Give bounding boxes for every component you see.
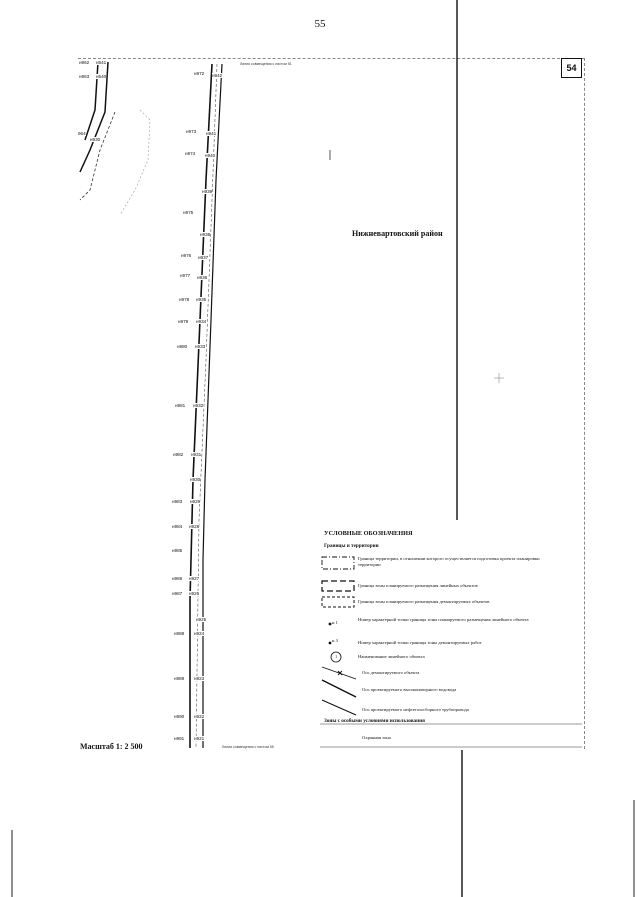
point-label: н976 bbox=[181, 253, 192, 258]
faint-contour bbox=[120, 110, 150, 215]
legend-item: Наименование линейного объекта bbox=[358, 654, 425, 659]
point-label: н978 bbox=[179, 297, 190, 302]
point-label: н989 bbox=[174, 676, 185, 681]
legend-panel bbox=[320, 521, 582, 748]
point-label: н930 bbox=[190, 477, 201, 482]
sheet-number-badge: 54 bbox=[561, 58, 582, 78]
point-label: н934 bbox=[196, 319, 207, 324]
corridor-line-right bbox=[203, 64, 222, 748]
point-label: н980 bbox=[177, 344, 188, 349]
point-label: 964 bbox=[78, 131, 86, 136]
point-label: н921 bbox=[194, 736, 205, 741]
pipe-left-dashed bbox=[80, 112, 115, 200]
point-label: н931 bbox=[191, 452, 202, 457]
point-label: н926 bbox=[189, 591, 200, 596]
legend-symbol-label: 1 bbox=[335, 654, 338, 659]
point-label: н963 bbox=[79, 74, 90, 79]
legend-section-zones: Зоны с особыми условиями использования bbox=[324, 718, 425, 724]
point-label: н991 bbox=[174, 736, 185, 741]
district-label: Нижневартовский район bbox=[352, 229, 443, 238]
legend-symbol-label: н 3 bbox=[332, 638, 338, 643]
scale-label: Масштаб 1: 2 500 bbox=[80, 742, 143, 751]
point-label: н962 bbox=[79, 60, 90, 65]
legend-item: Охранная зона bbox=[362, 735, 391, 740]
point-label: н987 bbox=[172, 591, 183, 596]
legend-item: Ось проектируемого нефтегазосборного трубопровода bbox=[362, 707, 469, 712]
point-label: н928 bbox=[189, 524, 200, 529]
point-label: н979 bbox=[178, 319, 189, 324]
point-label: н982 bbox=[173, 452, 184, 457]
point-label: н930 bbox=[90, 137, 101, 142]
point-label: н922 bbox=[194, 714, 205, 719]
legend-item: Ось проектируемого высоконапорного водовода bbox=[362, 687, 457, 692]
point-label: н942 bbox=[212, 73, 223, 78]
point-label: н540 bbox=[96, 74, 107, 79]
legend-item: Номер характерной точки границы зоны демонтируемых работ bbox=[358, 640, 482, 645]
point-label: н925 bbox=[196, 617, 207, 622]
point-label: н977 bbox=[180, 273, 191, 278]
point-label: н933 bbox=[195, 344, 206, 349]
match-line-bottom-note: Линия совмещения с листом 55 bbox=[222, 745, 274, 749]
point-label: н932 bbox=[193, 403, 204, 408]
point-label: н972 bbox=[194, 71, 205, 76]
match-line-top-note: Линия совмещения с листом 51 bbox=[240, 62, 292, 66]
point-label: н975 bbox=[183, 210, 194, 215]
point-label: н929 bbox=[190, 499, 201, 504]
point-label: н984 bbox=[172, 524, 183, 529]
point-label: н938 bbox=[200, 232, 211, 237]
point-label: н541 bbox=[96, 60, 107, 65]
legend-title: УСЛОВНЫЕ ОБОЗНАЧЕНИЯ bbox=[324, 530, 413, 537]
point-label: н923 bbox=[194, 676, 205, 681]
legend-symbol-label: н 1 bbox=[332, 620, 338, 625]
legend-item: Граница зоны планируемого размещения демонтируемых объектов bbox=[358, 599, 490, 604]
legend-item: Граница зоны планируемого размещения линейных объектов bbox=[358, 583, 478, 588]
point-label: н985 bbox=[172, 548, 183, 553]
point-label: н983 bbox=[172, 499, 183, 504]
point-label: н936 bbox=[197, 275, 208, 280]
point-label: н973 bbox=[186, 129, 197, 134]
legend-item: Граница территории, в отношении которого осуществляется подготовка проекта планировки территории bbox=[358, 556, 540, 567]
point-label: н974 bbox=[185, 151, 196, 156]
point-label: н988 bbox=[174, 631, 185, 636]
point-label: н927 bbox=[189, 576, 200, 581]
legend-item: Ось демонтируемого объекта bbox=[362, 670, 420, 675]
point-label: н941 bbox=[206, 131, 217, 136]
legend-item: Номер характерной точки границы зоны планируемого размещения линейного объекта bbox=[358, 617, 529, 622]
point-label: н924 bbox=[194, 631, 205, 636]
point-label: н990 bbox=[174, 714, 185, 719]
point-label: н937 bbox=[198, 255, 209, 260]
point-label: н940 bbox=[205, 153, 216, 158]
legend-section-boundaries: Границы и территории bbox=[324, 543, 379, 549]
point-label: н986 bbox=[172, 576, 183, 581]
point-label: н939 bbox=[202, 189, 213, 194]
page-number: 55 bbox=[314, 18, 326, 30]
point-label: н981 bbox=[175, 403, 186, 408]
point-label: н935 bbox=[196, 297, 207, 302]
